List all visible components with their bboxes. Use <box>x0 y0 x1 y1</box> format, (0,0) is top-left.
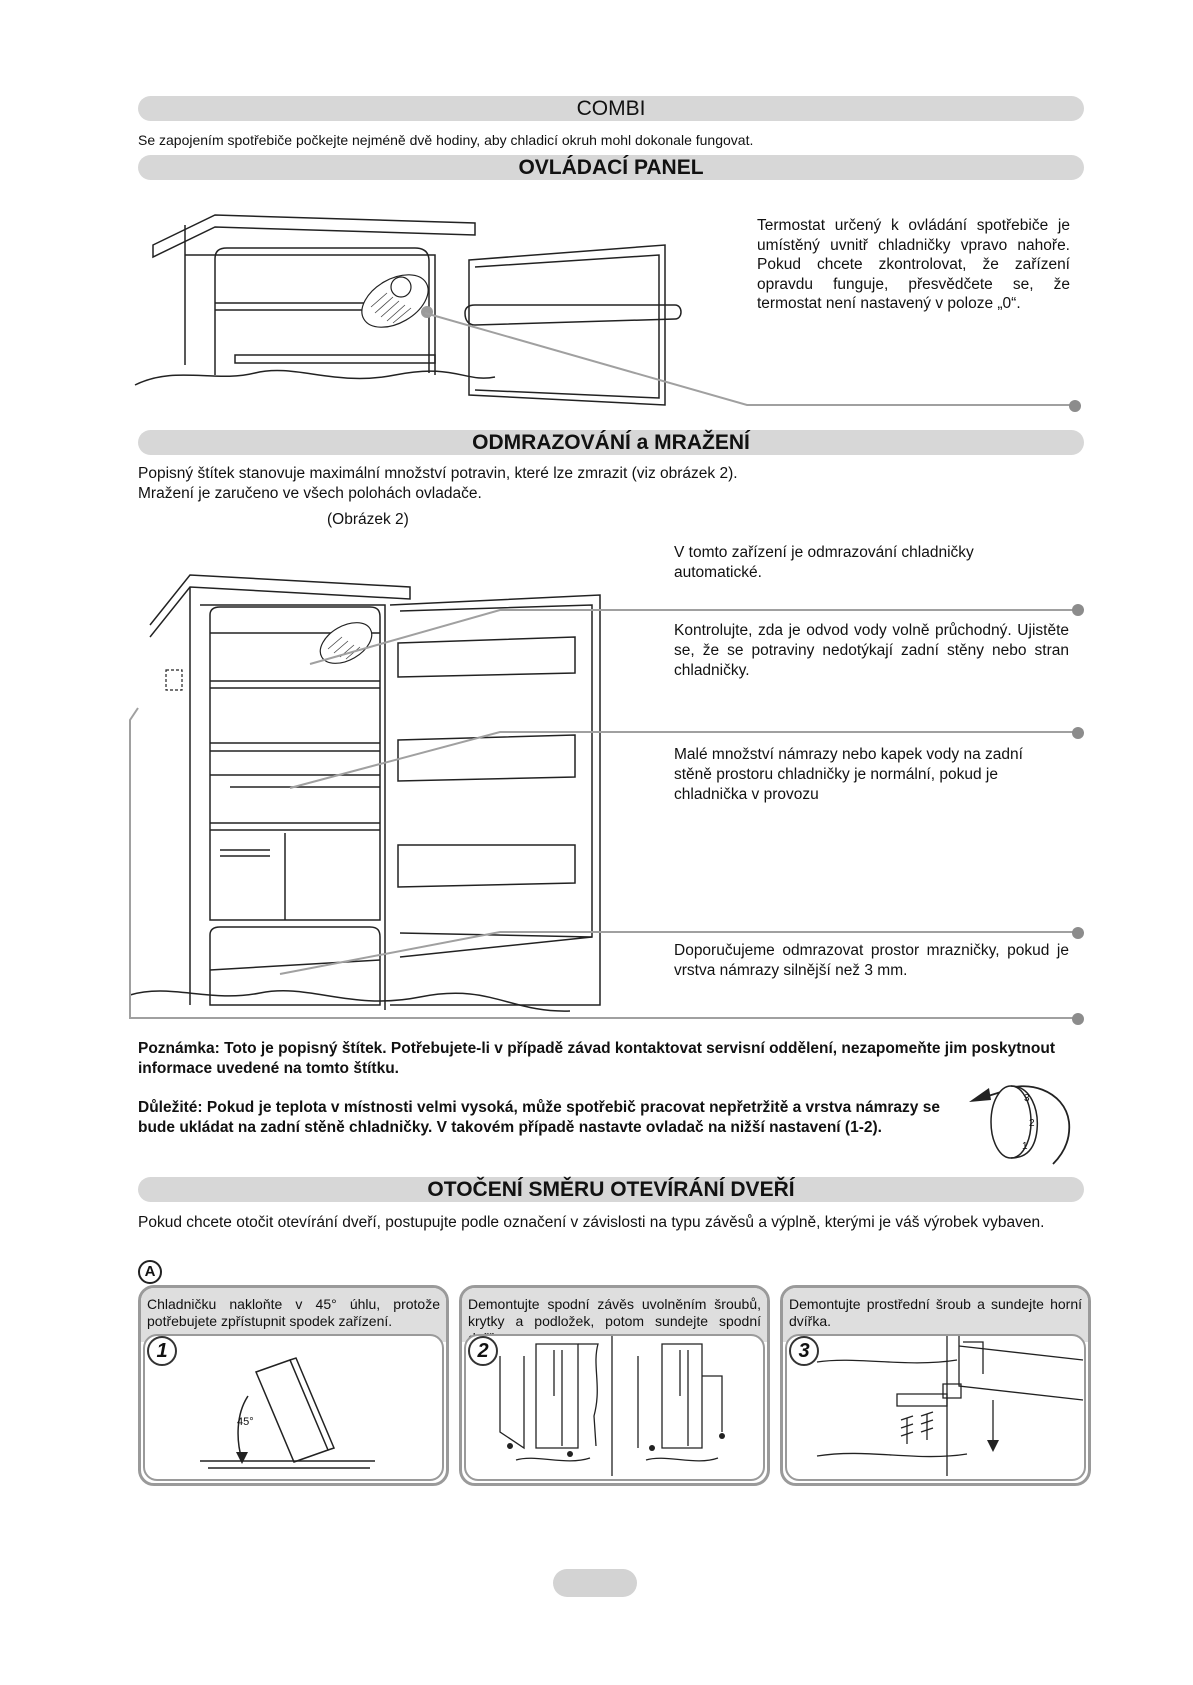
section-bar-control-panel: OVLÁDACÍ PANEL <box>138 155 1084 180</box>
dial-mark-3: 3 <box>1024 1093 1030 1104</box>
page-number-pill <box>553 1569 637 1597</box>
variant-letter: A <box>144 1263 156 1280</box>
section-bar-defrost: ODMRAZOVÁNÍ a MRAŽENÍ <box>138 430 1084 455</box>
door-intro: Pokud chcete otočit otevírání dveří, postupujte podle označení v závislosti na typu závěsů a výplně, kterými je váš výrobek vybaven. <box>138 1214 1045 1231</box>
step-1-box <box>138 1285 449 1486</box>
middle-hinge-illustration <box>787 1336 1083 1476</box>
control-panel-leader-line <box>425 305 1085 415</box>
defrost-note-1: V tomto zařízení je odmrazování chladničky automatické. <box>674 544 974 581</box>
section-bar-door-reversal: OTOČENÍ SMĚRU OTEVÍRÁNÍ DVEŘÍ <box>138 1177 1084 1202</box>
dial-mark-2: 2 <box>1029 1118 1035 1129</box>
dial-illustration <box>965 1070 1075 1170</box>
step-3-box <box>780 1285 1091 1486</box>
step-2-box <box>459 1285 770 1486</box>
important-note: Důležité: Pokud je teplota v místnosti velmi vysoká, může spotřebič pracovat nepřetržitě a vrstva námrazy se bude ukládat na zadní stěně chladničky. V takovém případě nastavte ovladač na nižší nastavení (1-2). <box>138 1099 940 1136</box>
step-3-text: Demontujte prostřední šroub a sundejte horní dvířka. <box>783 1288 1088 1342</box>
figure-label: (Obrázek 2) <box>327 511 409 528</box>
defrost-note-2: Kontrolujte, zda je odvod vody volně průchodný. Ujistěte se, že se potraviny nedotýkají zadní stěny nebo stran chladničky. <box>674 622 1069 679</box>
tilted-fridge-illustration <box>200 1356 380 1476</box>
step-1-number: 1 <box>147 1336 177 1366</box>
step-1-text: Chladničku nakloňte v 45° úhlu, protože potřebujete zpřístupnit spodek zařízení. <box>141 1288 446 1342</box>
angle-label: 45° <box>237 1416 254 1428</box>
step-2-text: Demontujte spodní závěs uvolněním šroubů, krytky a podložek, potom sundejte spodní <box>462 1288 767 1342</box>
defrost-note-4: Doporučujeme odmrazovat prostor mrazničky, pokud je vrstva námrazy silnější než 3 mm. <box>674 942 1069 979</box>
section-bar-combi: COMBI <box>138 96 1084 121</box>
defrost-line-1: Popisný štítek stanovuje maximální množství potravin, které lze zmrazit (viz obrázek 2). <box>138 465 738 482</box>
variant-marker <box>138 1260 162 1284</box>
step-1-panel <box>143 1334 444 1481</box>
control-panel-text: Termostat určený k ovládání spotřebiče je umístěný uvnitř chladničky vpravo nahoře. Pokud chcete zkontrolovat, že zařízení opravdu funguje, přesvědčete se, že termostat není nastavený v poloze „0“. <box>757 217 1070 312</box>
rating-plate-note: Poznámka: Toto je popisný štítek. Potřebujete-li v případě závad kontaktovat servisní oddělení, nezapomeňte jim poskytnout informace uvedené na tomto štítku. <box>138 1040 1055 1077</box>
step-2-panel <box>464 1334 765 1481</box>
defrost-note-3: Malé množství námrazy nebo kapek vody na zadní stěně prostoru chladničky je normální, pokud je chladnička v provozu <box>674 746 1023 803</box>
bottom-hinge-illustration <box>466 1336 762 1476</box>
step-3-panel <box>785 1334 1086 1481</box>
defrost-line-2: Mražení je zaručeno ve všech polohách ovladače. <box>138 485 482 502</box>
dial-mark-1: 1 <box>1022 1141 1028 1152</box>
combi-intro: Se zapojením spotřebiče počkejte nejméně dvě hodiny, aby chladicí okruh mohl dokonale fungovat. <box>138 132 754 148</box>
step-3-number: 3 <box>789 1336 819 1366</box>
step-2-number: 2 <box>468 1336 498 1366</box>
